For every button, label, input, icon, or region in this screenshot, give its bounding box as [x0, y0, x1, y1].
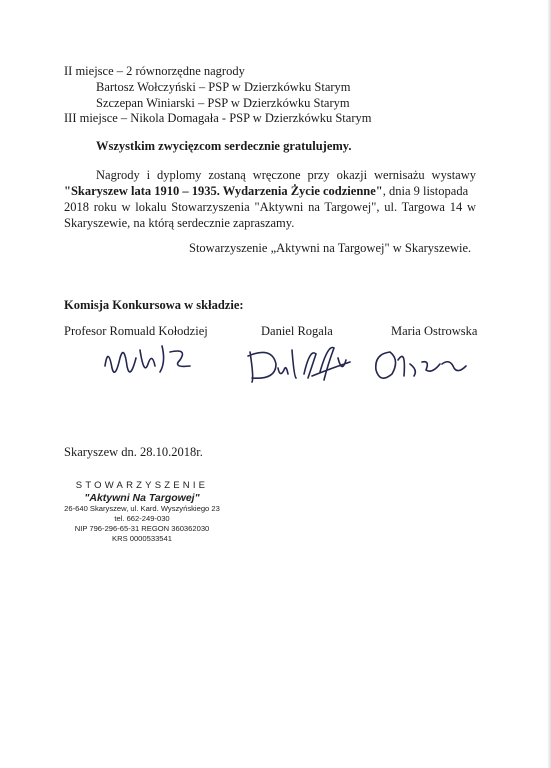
congratulations: Wszystkim zwycięzcom serdecznie gratulujemy. — [96, 139, 352, 153]
award-line-3: 2018 roku w lokalu Stowarzyszenia "Aktywni na Targowej", ul. Targowa 14 w — [64, 200, 476, 214]
commission-heading: Komisja Konkursowa w składzie: — [64, 298, 244, 312]
award-line-1: Nagrody i dyplomy zostaną wręczone przy okazji wernisażu wystawy — [96, 168, 476, 182]
signature-ostrowska — [370, 340, 470, 388]
commission-member-3: Maria Ostrowska — [391, 324, 478, 338]
commission-member-2: Daniel Rogala — [261, 324, 333, 338]
signature-rogala — [242, 338, 360, 388]
stamp-line-6: KRS 0000533541 — [112, 534, 172, 543]
stamp-line-5: NIP 796-296-65-31 REGON 360362030 — [74, 524, 210, 533]
second-place-winner-1: Bartosz Wołczyński – PSP w Dzierzkówku Starym — [96, 80, 351, 94]
award-line-4: Skaryszewie, na którą serdecznie zapraszamy. — [64, 216, 295, 230]
stamp-line-4: tel. 662-249-030 — [114, 514, 170, 523]
second-place-winner-2: Szczepan Winiarski – PSP w Dzierzkówku Starym — [96, 96, 350, 110]
association-signature-line: Stowarzyszenie „Aktywni na Targowej" w Skaryszewie. — [189, 241, 472, 255]
stamp-line-1: STOWARZYSZENIE — [75, 480, 209, 491]
award-date: , dnia 9 listopada — [382, 184, 469, 198]
stamp-line-2: "Aktywni Na Targowej" — [84, 492, 200, 504]
signature-kolodziej — [100, 336, 200, 386]
second-place-heading: II miejsce – 2 równorzędne nagrody — [64, 64, 245, 78]
commission-member-1: Profesor Romuald Kołodziej — [64, 324, 208, 338]
award-line-2 — [64, 184, 468, 199]
third-place: III miejsce – Nikola Domagała - PSP w Dzierzkówku Starym — [64, 111, 372, 125]
association-stamp — [58, 480, 226, 544]
place-and-date: Skaryszew dn. 28.10.2018r. — [64, 445, 203, 459]
stamp-line-3: 26-640 Skaryszew, ul. Kard. Wyszyńskiego 23 — [64, 504, 220, 513]
exhibition-title: "Skaryszew lata 1910 – 1935. Wydarzenia Życie codzienne" — [64, 184, 383, 198]
